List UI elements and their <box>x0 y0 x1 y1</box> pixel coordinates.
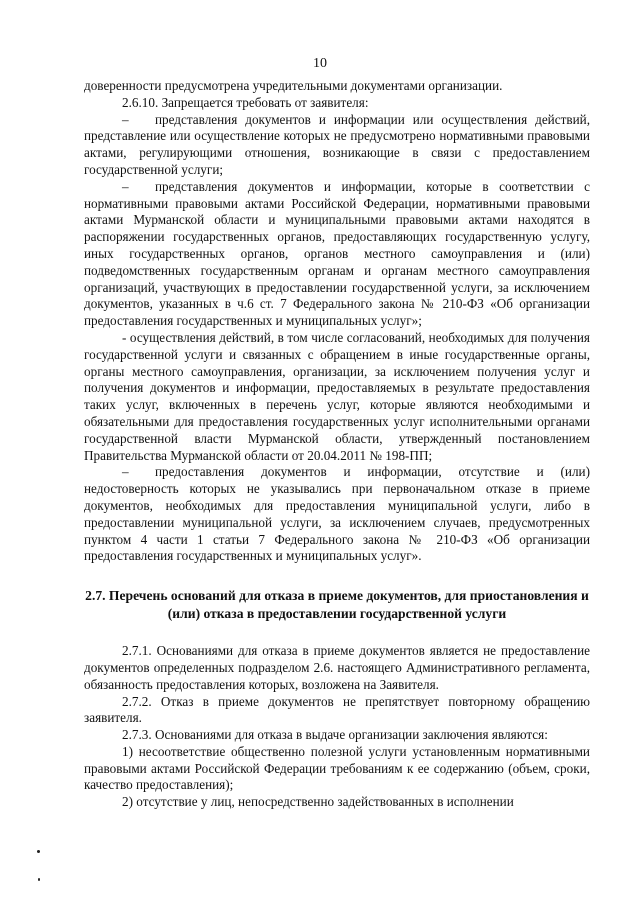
list-item: – предоставления документов и информации, отсутствие и (или) недостоверность которых не указывались при первоначальном отказе в приеме документов, необходимых для предоставления муниципальной услуги, либо в предоставлении муниципальной услуги, за исключением случаев, предусмотренных пунктом 4 части 1 статьи 7 Федерального закона № 210-ФЗ «Об организации предоставления государственных и муниципальных услуг». <box>84 464 590 564</box>
scan-dot-mark <box>37 850 40 853</box>
list-item: 2) отсутствие у лиц, непосредственно задействованных в исполнении <box>122 794 514 810</box>
paragraph: доверенности предусмотрена учредительными документами организации. <box>84 78 503 93</box>
list-item: 1) несоответствие общественно полезной услуги установленным нормативными правовыми актами Российской Федерации требованиям к ее содержанию (объем, сроки, качество предоставления); <box>84 743 590 793</box>
paragraph: 2.7.2. Отказ в приеме документов не препятствует повторному обращению заявителя. <box>84 693 590 726</box>
list-item: – представления документов и информации, которые в соответствии с нормативными правовыми актами Российской Федерации, нормативными правовыми актами Мурманской области и муниципальными правовыми актами находятся в распоряжении государственных органов, предоставляющих государственную услугу, иных государственных органов, органов местного самоуправления и (или) подведомственных государственным органам и органам местного самоуправления организаций, участвующих в предоставлении государственной услуги, за исключением документов, указанных в ч.6 ст. 7 Федерального закона № 210-ФЗ «Об организации предоставления государственных и муниципальных услуг»; <box>84 178 590 329</box>
list-item: - осуществления действий, в том числе согласований, необходимых для получения государственной услуги и связанных с обращением в иные государственные органы, органы местного самоуправления, организации, за исключением получения услуг и получения документов и информации, предоставляемых в результате предоставления таких услуг, включенных в перечень услуг, которые являются необходимыми и обязательными для предоставления государственных услуг исполнительными органами государственной власти Мурманской области, утвержденный постановлением Правительства Мурманской области от 20.04.2011 № 198-ПП; <box>84 329 590 463</box>
scan-dot-mark <box>38 878 40 881</box>
list-item: – представления документов и информации или осуществления действий, представление или осуществление которых не предусмотрено нормативными правовыми актами, регулирующими отношения, возникающие в связи с предоставлением государственной услуги; <box>84 111 590 177</box>
page-number: 10 <box>313 56 327 71</box>
section-heading: 2.7. Перечень оснований для отказа в приеме документов, для приостановления и (или) отказа в предоставлении государственной услуги <box>85 588 589 622</box>
document-body <box>84 78 590 811</box>
paragraph: 2.7.3. Основаниями для отказа в выдаче организации заключения являются: <box>122 727 548 743</box>
paragraph: 2.7.1. Основаниями для отказа в приеме документов является не предоставление документов определенных подразделом 2.6. настоящего Административного регламента, обязанность предоставления которых, возложена на Заявителя. <box>84 643 590 692</box>
paragraph: 2.6.10. Запрещается требовать от заявителя: <box>122 94 369 110</box>
